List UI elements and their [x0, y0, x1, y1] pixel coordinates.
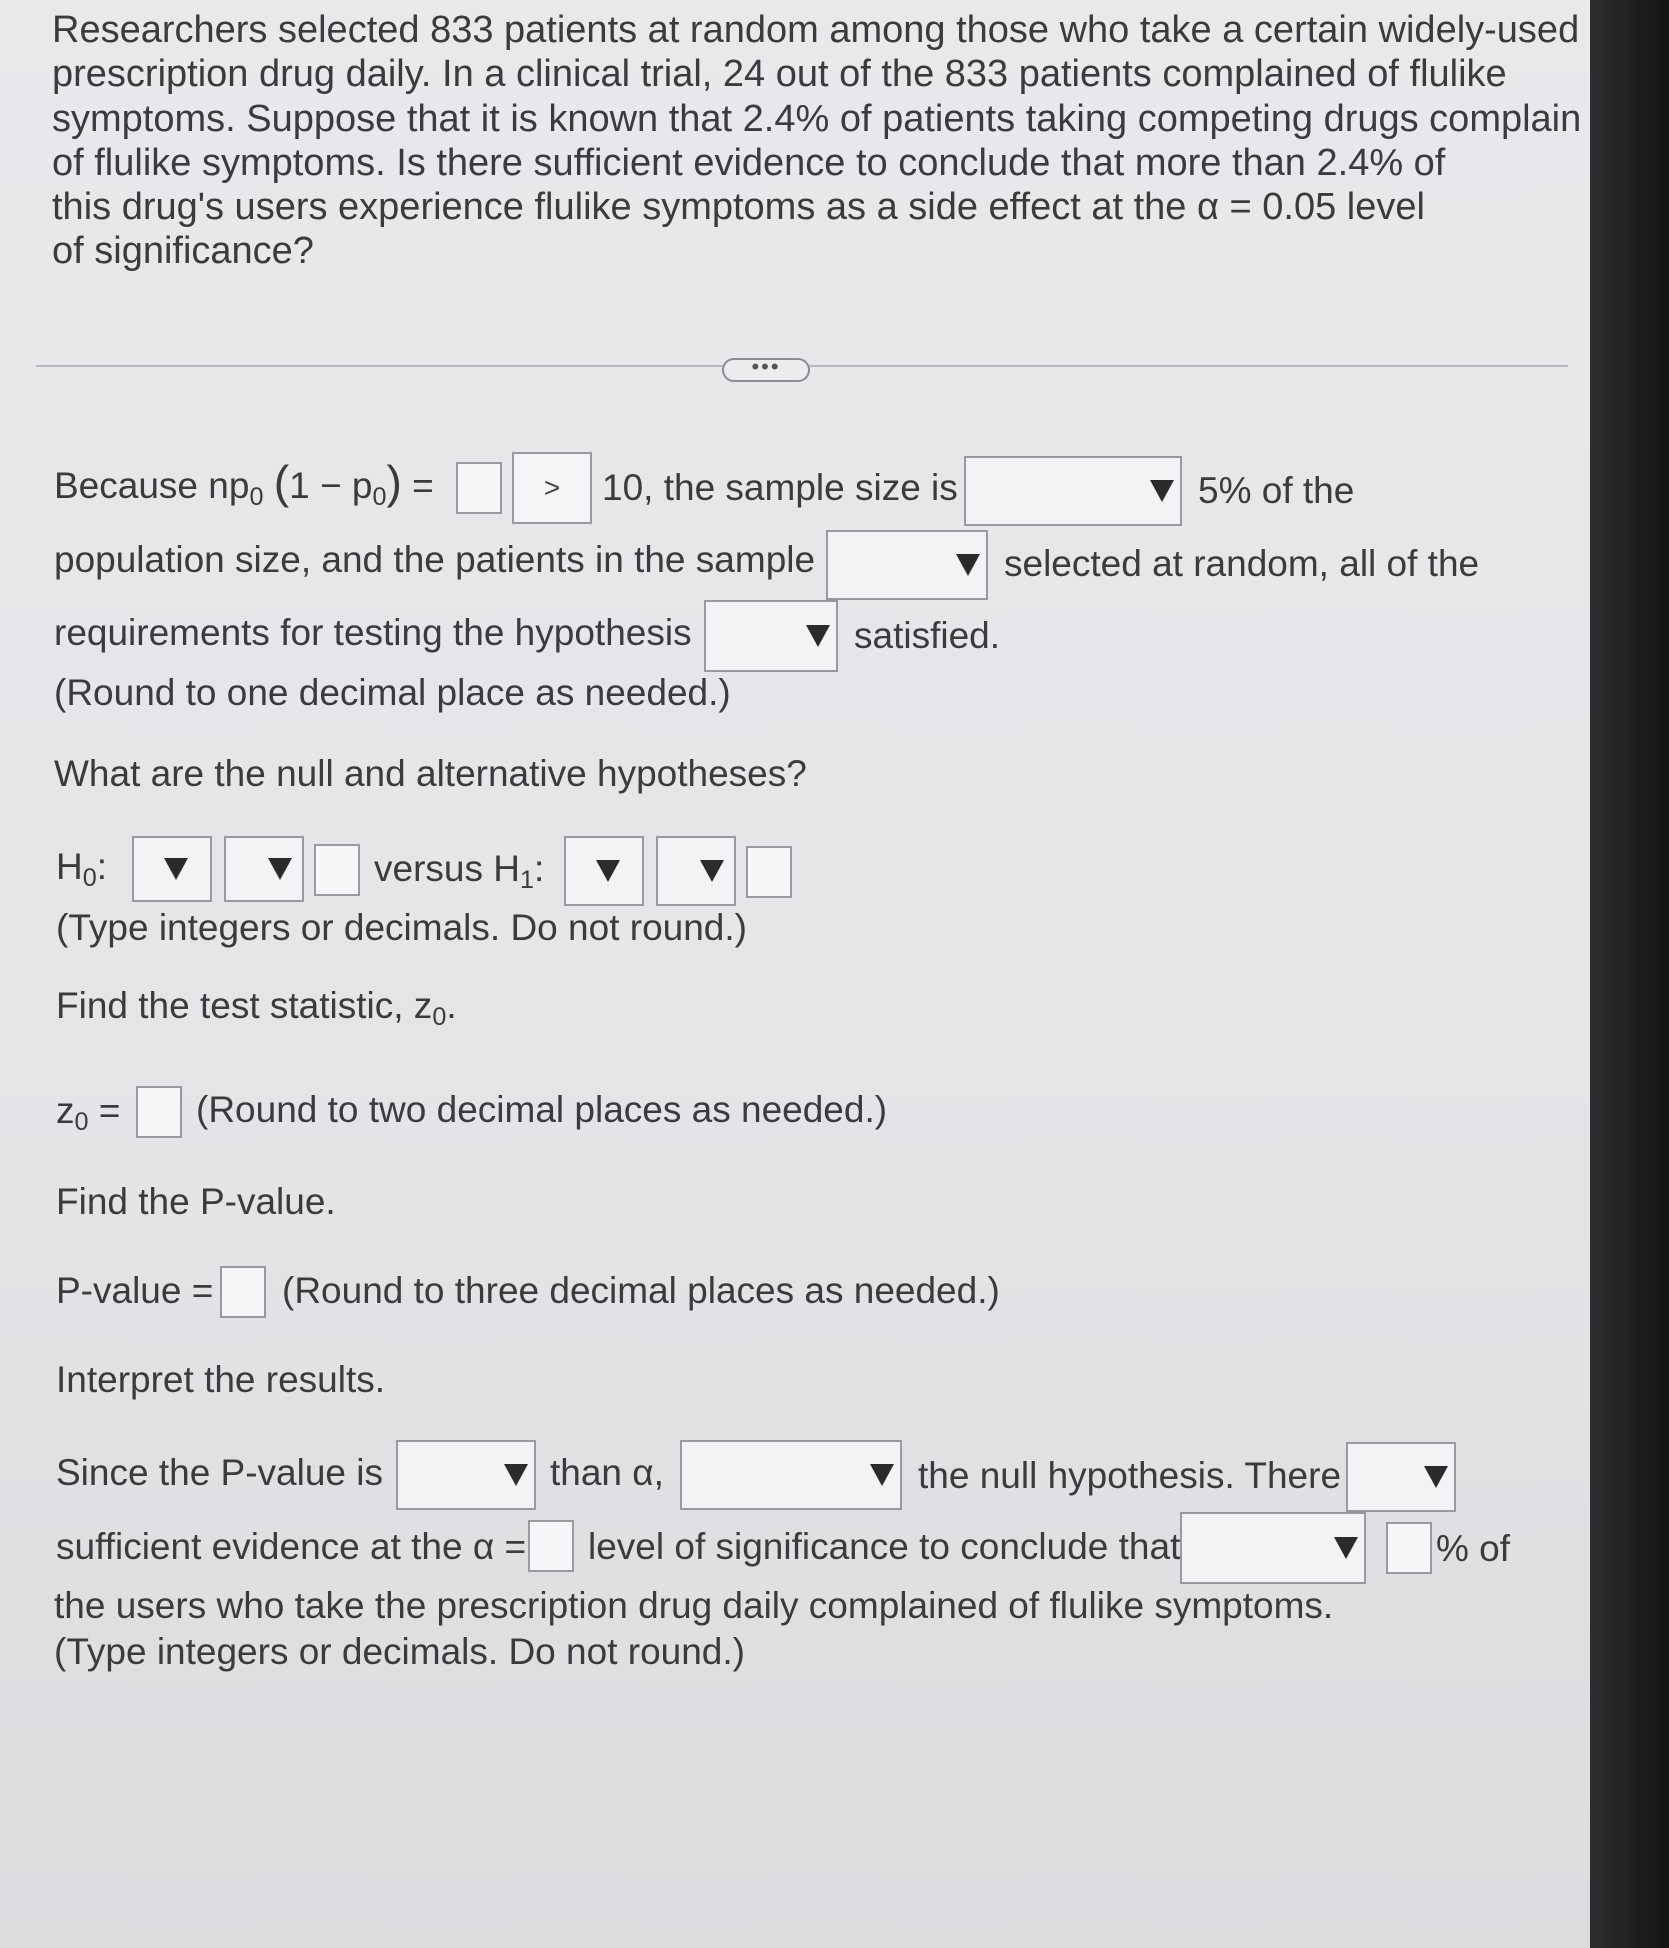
satisfied-text: satisfied. — [854, 615, 1001, 656]
p-value-label: P-value = — [56, 1270, 214, 1311]
chevron-down-icon — [700, 860, 724, 882]
question-line-3: symptoms. Suppose that it is known that 2.4% of patients taking competing drugs complain — [52, 98, 1582, 140]
h1-relation-dropdown[interactable] — [656, 836, 736, 906]
window-edge — [1590, 0, 1669, 1948]
comparison-value: > — [543, 472, 561, 503]
expand-toggle-button[interactable]: ••• — [722, 358, 810, 382]
round-one-decimal-note: (Round to one decimal place as needed.) — [54, 672, 731, 713]
comparison-select[interactable] — [512, 452, 592, 524]
evidence-dropdown[interactable] — [1346, 1442, 1456, 1512]
z0-equals: = — [98, 1090, 121, 1131]
p0-subscript-2: 0 — [372, 483, 387, 512]
paren-close: ) — [386, 456, 402, 508]
h1-colon: : — [533, 848, 545, 889]
question-line-4: of flulike symptoms. Is there sufficient evidence to conclude that more than 2.4% of — [52, 142, 1446, 184]
interpret-note: (Type integers or decimals. Do not round.) — [54, 1631, 745, 1672]
chevron-down-icon — [1334, 1537, 1358, 1559]
alpha-input[interactable] — [528, 1520, 574, 1572]
hypotheses-note: (Type integers or decimals. Do not round.) — [56, 907, 747, 948]
question-line-1: Researchers selected 833 patients at random among those who take a certain widely-used — [52, 9, 1580, 51]
h1-subscript: 1 — [519, 866, 534, 895]
chevron-down-icon — [956, 554, 980, 576]
z0-label — [56, 1089, 120, 1144]
after-compare-text: 10, the sample size is — [602, 467, 958, 508]
h1-parameter-dropdown[interactable] — [564, 836, 644, 906]
versus-text: versus H — [374, 848, 520, 889]
z-letter: z — [56, 1090, 75, 1131]
percent-input[interactable] — [1386, 1522, 1432, 1574]
population-text: population size, and the patients in the sample — [54, 539, 816, 580]
p-value-prompt: Find the P-value. — [56, 1181, 336, 1222]
sample-selection-dropdown[interactable] — [826, 530, 988, 600]
test-statistic-prompt-text: Find the test statistic, z — [56, 985, 433, 1026]
since-p-value-text: Since the P-value is — [56, 1452, 384, 1493]
p-value-input[interactable] — [220, 1266, 266, 1318]
h0-label — [56, 845, 107, 900]
z0-label-subscript: 0 — [74, 1108, 89, 1137]
chevron-down-icon — [268, 858, 292, 880]
chevron-down-icon — [806, 625, 830, 647]
level-of-significance-text: level of significance to conclude that — [588, 1526, 1181, 1567]
percent-of-the-text: 5% of the — [1198, 470, 1355, 511]
chevron-down-icon — [1424, 1466, 1448, 1488]
prompt-period: . — [446, 985, 457, 1026]
np-product-input[interactable] — [456, 462, 502, 514]
z0-round-note: (Round to two decimal places as needed.) — [196, 1089, 888, 1130]
requirements-satisfied-dropdown[interactable] — [704, 600, 838, 672]
paren-open: ( — [273, 456, 290, 508]
h0-value-input[interactable] — [314, 844, 360, 896]
requirements-text: requirements for testing the hypothesis — [54, 612, 692, 653]
because-text — [54, 456, 434, 519]
chevron-down-icon — [1150, 480, 1174, 502]
conclusion-comparison-dropdown[interactable] — [1180, 1512, 1366, 1584]
chevron-down-icon — [504, 1464, 528, 1486]
chevron-down-icon — [596, 860, 620, 882]
than-alpha-text: than α, — [550, 1452, 664, 1493]
users-text: the users who take the prescription drug daily complained of flulike symptoms. — [54, 1585, 1334, 1626]
the-null-text: the null hypothesis. There — [918, 1455, 1342, 1496]
question-line-2: prescription drug daily. In a clinical trial, 24 out of the 833 patients complained of flulike — [52, 53, 1507, 95]
question-line-6: of significance? — [52, 230, 314, 272]
interpret-prompt: Interpret the results. — [56, 1359, 386, 1400]
one-minus-p-label: 1 − p — [289, 465, 373, 506]
selected-text: selected at random, all of the — [1004, 543, 1480, 584]
because-label: Because np — [54, 465, 250, 506]
h0-parameter-dropdown[interactable] — [132, 836, 212, 902]
p-value-comparison-dropdown[interactable] — [396, 1440, 536, 1510]
h0-colon: : — [96, 846, 108, 887]
equals-sign: = — [412, 465, 434, 506]
z0-subscript: 0 — [432, 1003, 447, 1032]
chevron-down-icon — [164, 858, 188, 880]
question-line-5: this drug's users experience flulike symptoms as a side effect at the α = 0.05 level — [52, 186, 1425, 228]
hypotheses-prompt: What are the null and alternative hypotheses? — [54, 753, 807, 794]
null-hypothesis-decision-dropdown[interactable] — [680, 1440, 902, 1510]
percent-of-text: % of — [1436, 1528, 1511, 1569]
versus-h1-label — [374, 847, 544, 902]
p0-subscript: 0 — [249, 483, 264, 512]
z0-input[interactable] — [136, 1086, 182, 1138]
p-value-round-note: (Round to three decimal places as needed.) — [282, 1270, 1000, 1311]
h1-value-input[interactable] — [746, 846, 792, 898]
test-statistic-prompt — [56, 984, 457, 1039]
h0-relation-dropdown[interactable] — [224, 836, 304, 902]
sufficient-evidence-text: sufficient evidence at the α = — [56, 1526, 527, 1567]
h0-letter: H — [56, 846, 83, 887]
chevron-down-icon — [870, 1464, 894, 1486]
h0-subscript: 0 — [82, 864, 97, 893]
sample-size-comparison-dropdown[interactable] — [964, 456, 1182, 526]
